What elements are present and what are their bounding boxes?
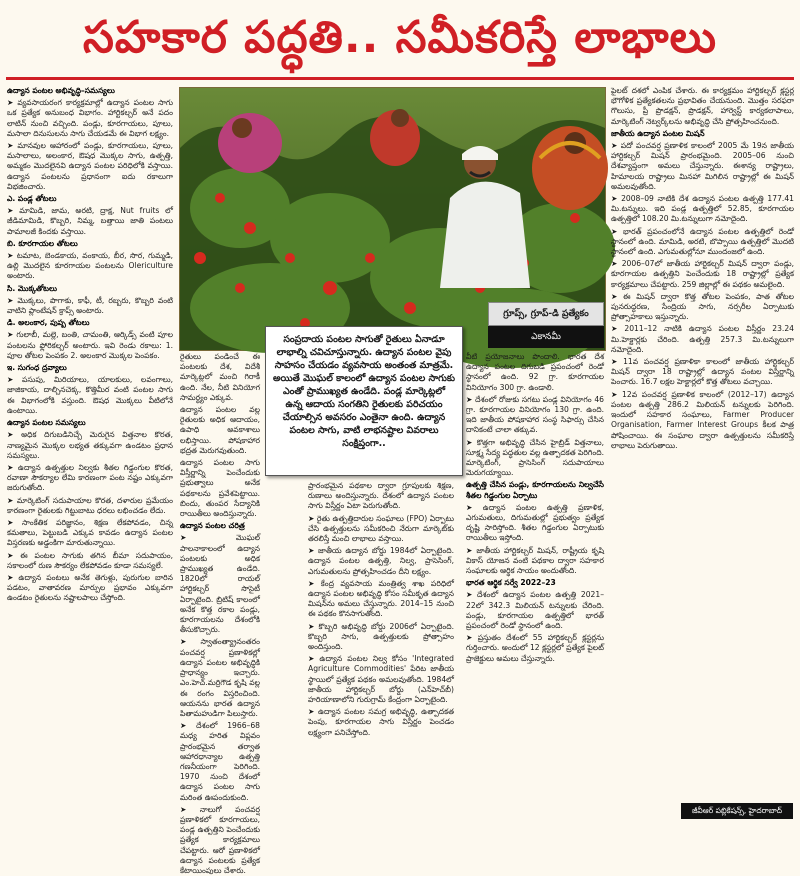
- paragraph: ➤ జాతీయ ఉద్యాన బోర్డు 1984లో ఏర్పాటైంది. ఉద్యాన పంటల ఉత్పత్తి, నిల్వ, ప్రాసెసింగ్‌, ఎగుమతులను ప్రోత్సహించడం దీని లక్ష్యం.: [308, 546, 454, 576]
- paragraph: ➤ భారత్‌ ప్రపంచంలోనే ఉద్యాన పంటల ఉత్పత్తిలో రెండో స్థానంలో ఉంది. మామిడి, అరటి, బొప్పాయి ఉత్పత్తిలో మొదటి స్థానంలో ఉంది. ఎగుమతుల్లోనూ ముందంజలో ఉంది.: [611, 226, 794, 257]
- section-heading: ఉద్యాన పంటల సమస్యలు: [7, 418, 86, 428]
- paragraph: ➤ స్వాతంత్య్రానంతరం పంచవర్ష ప్రణాళికల్లో ఉద్యాన పంటల అభివృద్ధికి ప్రాధాన్యం ఇచ్చారు. ఎం.హెచ్‌.మర్రిగౌడ కృషి వల్ల ఈ రంగం విస్తరించింది. ఆయనను భారత ఉద్యాన పితామహుడిగా పిలుస్తారు.: [180, 637, 260, 718]
- section-heading: డి. అలంకార, పుష్ప తోటలు: [7, 318, 90, 328]
- paragraph: రైతులు పండించే ఈ పంటలకు దేశ, విదేశీ మార్కెట్లలో మంచి గిరాకీ ఉంది. నేల, నీటి వినియోగ సామర్థ్యం ఎక్కువ.: [180, 352, 260, 402]
- paragraph: ➤ గులాబీ, మల్లె, బంతి, చామంతి, ఆర్కిడ్స్‌ వంటి పూల పంటలను ఫ్లోరికల్చర్‌ అంటారు. ఇవి రెండు రకాలు: 1. పూల తోటల పెంపకం 2. అలంకార మొక్కల పెంపకం.: [7, 330, 173, 360]
- paragraph: ➤ ఉద్యాన పంటలు అనేక తెగుళ్లు, పురుగుల బారిన పడటం, వాతావరణ మార్పుల ప్రభావం ఎక్కువగా ఉండటం రైతులను నష్టాలపాలు చేస్తోంది.: [7, 572, 173, 603]
- section-heading: సి. మొక్కతోటలు: [7, 283, 58, 293]
- paragraph: ➤ కేంద్ర వ్యవసాయ మంత్రిత్వ శాఖ పరిధిలో ఉద్యాన పంటల అభివృద్ధి కోసం సమీకృత ఉద్యాన మిషన్‌ను అమలు చేస్తున్నారు. 2014–15 నుంచి ఈ పథకం కొనసాగుతోంది.: [308, 578, 454, 619]
- paragraph: ➤ వ్యవసాయరంగ కార్యక్రమాల్లో ఉద్యాన పంటల సాగు ఒక ప్రత్యేక అనుబంధ విభాగం. హార్టికల్చర్‌ అనే పదం లాటిన్‌ నుంచి వచ్చింది. పండ్లు, కూరగాయలు, పూలు, మసాలా దినుసులను సాగు చేయడమే ఈ విభాగ లక్ష్యం.: [7, 98, 173, 138]
- caption-series: గ్రూప్స్‌, గ్రూప్‌-డి ప్రత్యేకం: [488, 302, 604, 326]
- paragraph: ➤ ఉద్యాన పంటల ఉత్పత్తి ప్రణాళిక, ఎగుమతులు, దిగుమతుల్లో ప్రభుత్వం ప్రత్యేక దృష్టి సారిస్తోంది. శీతల గిడ్డంగుల ఏర్పాటుకు రాయితీలు ఇస్తోంది.: [466, 502, 604, 543]
- paragraph: ➤ సాంకేతిక పరిజ్ఞానం, శిక్షణ లేకపోవడం, చిన్న కమతాలు, పెట్టుబడి ఎక్కువ కావడం ఉద్యాన పంటల విస్తరణకు అడ్డంకిగా మారుతున్నాయి.: [7, 517, 173, 548]
- section-heading: భారత ఆర్థిక సర్వే 2022–23: [466, 578, 556, 588]
- paragraph: ➤ 2006–07లో జాతీయ హార్టికల్చర్‌ మిషన్‌ ద్వారా పండ్లు, కూరగాయల ఉత్పత్తిని పెంచేందుకు 18 రాష్ట్రాల్లో ప్రత్యేక కార్యక్రమాలు చేపట్టారు. 259 జిల్లాల్లో ఈ పథకం అమలైంది.: [611, 259, 794, 289]
- paragraph: ➤ మార్కెటింగ్‌ సదుపాయాల కొరత, దళారుల ప్రమేయం కారణంగా రైతులకు గిట్టుబాటు ధరలు లభించడం లేదు.: [7, 495, 173, 515]
- farmer-woman-right: [532, 126, 608, 210]
- paragraph: ➤ కొబ్బరి అభివృద్ధి బోర్డు 2006లో ఏర్పాటైంది. కొబ్బరి సాగు, ఉత్పత్తులకు ప్రోత్సాహం అందిస్తుంది.: [308, 621, 454, 652]
- caption-section: ఎకానమీ: [488, 326, 604, 348]
- section-heading: జాతీయ ఉద్యాన పంటల మిషన్‌: [611, 128, 705, 138]
- paragraph: పైలట్‌ దశలో ఎంపిక చేశారు. ఈ కార్యక్రమం హార్టికల్చర్‌ క్లస్టర్ల భౌగోళిక ప్రత్యేకతలను ప్రభావితం చేయనుంది. మొత్తం సరఫరా గొలుసు, ప్రీ ప్రొడక్షన్‌, ప్రొడక్షన్‌, హార్వెస్ట్‌ కార్యకలాపాలు, మార్కెటింగ్‌ నెట్వర్క్‌లను అభివృద్ధి చేసి ప్రోత్సహించనుంది.: [611, 86, 794, 126]
- paragraph: ➤ ఉద్యాన ఉత్పత్తుల నిల్వకు శీతల గిడ్డంగుల కొరత, రవాణా సౌకర్యాల లేమి కారణంగా పంట నష్టం ఎక్కువగా జరుగుతోంది.: [7, 462, 173, 493]
- paragraph: ➤ పసుపు, మిరియాలు, యాలకులు, లవంగాలు, జాజికాయ, దాల్చినచెక్క, కొత్తిమీర వంటి పంటల సాగు ఈ విభాగంలోకి వస్తుంది. ఔషధ మొక్కలు వీటిలోనే ఉంటాయి.: [7, 375, 173, 415]
- paragraph: ➤ దేశంలో ఉద్యాన పంటల ఉత్పత్తి 2021–22లో 342.3 మిలియన్‌ టన్నులకు చేరింది. పండ్లు, కూరగాయల ఉత్పత్తిలో భారత్‌ ప్రపంచంలో రెండో స్థానంలో ఉంది.: [466, 590, 604, 631]
- section-heading: ఇ. సుగంధ ద్రవ్యాలు: [7, 363, 67, 373]
- middle-column-1: [180, 352, 260, 875]
- right-column: [611, 86, 794, 799]
- paragraph: ➤ దేశంలో 1966–68 మధ్య హరిత విప్లవం ప్రారంభమైన తర్వాత ఆహారధాన్యాల ఉత్పత్తి గణనీయంగా పెరిగింది. 1970 నుంచి దేశంలో ఉద్యాన పంటల సాగు మరింత ఊపందుకుంది.: [180, 721, 260, 802]
- paragraph: ➤ ఈ మిషన్‌ ద్వారా కొత్త తోటల పెంపకం, పాత తోటల పునరుద్ధరణ, సేంద్రియ సాగు, నర్సరీల ఏర్పాటుకు ప్రోత్సాహకాలు ఇస్తున్నారు.: [611, 291, 794, 322]
- section-heading: బి. కూరగాయల తోటలు: [7, 238, 78, 248]
- paragraph: ➤ దేశంలో రోజుకు సగటు పండ్ల వినియోగం 46 గ్రా. కూరగాయల వినియోగం 130 గ్రా. ఉంది. ఇది జాతీయ పోషకాహార సంస్థ సిఫార్సు చేసిన దానికంటే చాలా తక్కువ.: [466, 394, 604, 435]
- paragraph: ➤ మామిడి, జామ, అరటి, ద్రాక్ష, Nut fruits లో జీడిమామిడి, కొబ్బరి, నిమ్మ, బత్తాయి జాతి పంటలు పామాలజీ కిందకు వస్తాయి.: [7, 206, 173, 236]
- section-heading: ఎ. పండ్ల తోటలు: [7, 194, 57, 204]
- paragraph: ➤ ఉద్యాన పంటల సమగ్ర అభివృద్ధి, ఉత్పాదకత పెంపు, కూరగాయల సాగు విస్తీర్ణం పెంచడం లక్ష్యంగా పనిచేస్తోంది.: [308, 707, 454, 737]
- paragraph: ➤ మొక్కలు, పొగాకు, కాఫీ, టీ, రబ్బరు, కొబ్బరి వంటి వాటిని ప్లాంటేషన్‌ క్రాప్స్‌ అంటారు.: [7, 295, 173, 316]
- middle-column-3: [466, 352, 604, 819]
- headline-rule: [6, 77, 794, 80]
- paragraph: ➤ రైతు ఉత్పత్తిదారుల సంఘాలు (FPO) ఏర్పాటు చేసి ఉత్పత్తులను సమీకరించి నేరుగా మార్కెట్‌కు తరలిస్తే మంచి లాభాలు వస్తాయి.: [308, 513, 454, 544]
- paragraph: ➤ టమాట, బెండకాయ, వంకాయ, బీర, సొర, గుమ్మడి, ఉల్లి మొదలైన కూరగాయల పంటలను Olericulture అంటారు.: [7, 251, 173, 281]
- paragraph: ➤ 12వ పంచవర్ష ప్రణాళిక కాలంలో (2012–17) ఉద్యాన పంటల ఉత్పత్తి 286.2 మిలియన్‌ టన్నులకు పెరిగింది. ఇందులో సహకార సంఘాలు, Farmer Producer Organisation, Farmer Interest Groups కీలక పాత్ర పోషించాయి. ఈ సంఘాల ద్వారా ఉత్పత్తులను సమీకరిస్తే లాభాలు పెరుగుతాయి.: [611, 389, 794, 450]
- paragraph: ప్రారంభమైన పథకాల ద్వారా గ్రూపులకు శిక్షణ, రుణాలు అందిస్తున్నారు. దేశంలో ఉద్యాన పంటల సాగు విస్తీర్ణం ఏటా పెరుగుతోంది.: [308, 481, 454, 511]
- paragraph: ➤ నాలుగో పంచవర్ష ప్రణాళికలో కూరగాయలు, పండ్ల ఉత్పత్తిని పెంచేందుకు ప్రత్యేక కార్యక్రమాలు చేపట్టారు. ఆరో ప్రణాళికలో ఉద్యాన పంటలకు ప్రత్యేక కేటాయింపులు చేశారు.: [180, 804, 260, 875]
- footer-credit: జీవీఆర్ పబ్లికేషన్స్‌, హైదరాబాద్‌: [681, 803, 793, 819]
- paragraph: ➤ కొత్తగా అభివృద్ధి చేసిన హైబ్రిడ్‌ విత్తనాలు, సూక్ష్మ సేద్య పద్ధతుల వల్ల ఉత్పాదకత పెరిగింది. మార్కెటింగ్‌, ప్రాసెసింగ్‌ సదుపాయాలు మెరుగయ్యాయి.: [466, 437, 604, 478]
- pull-quote: సంప్రదాయ పంటల సాగుతో రైతులు ఏనాడూ లాభాల్ని చవిచూస్తున్నారు. ఉద్యాన పంటల వైపు సాహసం చేయడం వ్యవసాయ అంతంత మాత్రమే. అయితే మొఘల్‌ కాలంలో ఉద్యాన పంటల సాగుకు ఎంతో ప్రాముఖ్యత ఉండేది. పండ్ల మార్కెట్లలో ఉన్న ఆదాయ సంగతిని రైతులకు పరిచయం చేయాల్సిన అవసరం ఎంతైనా ఉంది. ఉద్యాన పంటల సాగు, వాటి లాభనష్టాల వివరాలు సంక్షిప్తంగా..: [265, 326, 463, 476]
- paragraph: ➤ ఈ పంటల సాగుకు తగిన బీమా సదుపాయం, సకాలంలో రుణ సౌకర్యం లేకపోవడం కూడా సమస్యలే.: [7, 550, 173, 570]
- paragraph: వీటి ప్రయోజనాలు పొందాలి. భారత దేశ ఉద్యాన పంటల దిగుబడి ప్రపంచంలో రెండో స్థానంలో ఉంది. 92 గ్రా. కూరగాయల వినియోగం 300 గ్రా. ఉండాలి.: [466, 352, 604, 392]
- paragraph: ఉద్యాన పంటల సాగు విస్తీర్ణాన్ని పెంచేందుకు ప్రభుత్వాలు అనేక పథకాలను ప్రవేశపెట్టాయి. బిందు, తుంపర సేద్యానికి రాయితీలు అందిస్తున్నారు.: [180, 458, 260, 519]
- section-heading: ఉద్యాన పంటల అభివృద్ధి–సమస్యలు: [7, 86, 115, 95]
- left-column: [7, 86, 173, 819]
- photo-caption: [488, 302, 604, 348]
- middle-column-2: [308, 481, 454, 819]
- paragraph: ➤ ఉద్యాన పంటల నిల్వ కోసం 'Integrated Agriculture Commodities' పేరిట జాతీయ స్థాయిలో ప్రత్యేక పథకం అమలవుతోంది. 1984లో జాతీయ హార్టికల్చర్‌ బోర్డు (ఎన్‌హెచ్‌బీ) హరియాణాలోని గురుగ్రామ్‌ కేంద్రంగా ఏర్పాటైంది.: [308, 654, 454, 705]
- paragraph: ➤ పదో పంచవర్ష ప్రణాళిక కాలంలో 2005 మే 19న జాతీయ హార్టికల్చర్‌ మిషన్‌ ప్రారంభమైంది. 2005–06 నుంచి దేశవ్యాప్తంగా అమలు చేస్తున్నారు. ఈశాన్య రాష్ట్రాలు, హిమాలయ రాష్ట్రాలు మినహా మిగిలిన రాష్ట్రాల్లో ఈ మిషన్‌ అమలవుతోంది.: [611, 141, 794, 191]
- paragraph: ➤ 11వ పంచవర్ష ప్రణాళికా కాలంలో జాతీయ హార్టికల్చర్‌ మిషన్‌ ద్వారా 18 రాష్ట్రాల్లో ఉద్యాన పంటల విస్తీర్ణాన్ని పెంచారు. 16.7 లక్షల హెక్టార్లలో కొత్త తోటలు వచ్చాయి.: [611, 357, 794, 387]
- paragraph: ➤ మానవుల ఆహారంలో పండ్లు, కూరగాయలు, పూలు, మసాలాలు, అలంకార, ఔషధ మొక్కల సాగు, ఉత్పత్తి, అమ్మకం మొదలైనవి ఉద్యాన పంటల పరిధిలోకి వస్తాయి. ఉద్యాన పంటలను ప్రధానంగా ఐదు రకాలుగా విభజించారు.: [7, 141, 173, 191]
- paragraph: ➤ అధిక దిగుబడినిచ్చే మెరుగైన విత్తనాల కొరత, నాణ్యమైన మొక్కల లభ్యత తక్కువగా ఉండటం ప్రధాన సమస్యలు.: [7, 430, 173, 460]
- paragraph: ➤ 2011–12 నాటికి ఉద్యాన పంటల విస్తీర్ణం 23.24 మి.హెక్టార్లకు చేరింది. ఉత్పత్తి 257.3 మి.టన్నులుగా నమోదైంది.: [611, 324, 794, 354]
- paragraph: ➤ 2008–09 నాటికి దేశ ఉద్యాన పంటల ఉత్పత్తి 177.41 మి.టన్నులు. ఇది పండ్ల ఉత్పత్తిలో 52.85, కూరగాయల ఉత్పత్తిలో 108.20 మి.టన్నులుగా నమోదైంది.: [611, 194, 794, 224]
- paragraph: ➤ మొఘల్‌ పాలనాకాలంలో ఉద్యాన పంటలకు అధిక ప్రాముఖ్యత ఉండేది. 1820లో రాయల్‌ హార్టికల్చర్‌ సొసైటీ ఏర్పాటైంది. బ్రిటిష్‌ కాలంలో అనేక కొత్త రకాల పండ్లు, కూరగాయలను దేశంలోకి తీసుకొచ్చారు.: [180, 533, 260, 635]
- section-heading: ఉద్యాన పంటల చరిత్ర: [180, 521, 245, 531]
- farmer-woman-left: [218, 113, 282, 173]
- paragraph: ➤ జాతీయ హార్టికల్చర్‌ మిషన్‌, రాష్ట్రీయ కృషి వికాస్‌ యోజన వంటి పథకాల ద్వారా సహకార సంఘాలకు ఆర్థిక సాయం అందుతోంది.: [466, 545, 604, 576]
- section-heading: ఉత్పత్తి చేసిన పండ్లు, కూరగాయలను నిల్వచేసే శీతల గిడ్డంగుల ఏర్పాటు: [466, 480, 604, 500]
- paragraph: ➤ ప్రస్తుతం దేశంలో 55 హార్టికల్చర్‌ క్లస్టర్లను గుర్తించారు. అందులో 12 క్లస్టర్లలో ప్రత్యేక పైలట్‌ ప్రాజెక్టులు అమలు చేస్తున్నారు.: [466, 633, 604, 663]
- paragraph: ఉద్యాన పంటల వల్ల రైతులకు అధిక ఆదాయం, ఉపాధి అవకాశాలు లభిస్తాయి. పోషకాహార భద్రత మెరుగవుతుంది.: [180, 405, 260, 455]
- headline: సహకార పద్ధతి.. సమీకరిస్తే లాభాలు: [82, 12, 718, 63]
